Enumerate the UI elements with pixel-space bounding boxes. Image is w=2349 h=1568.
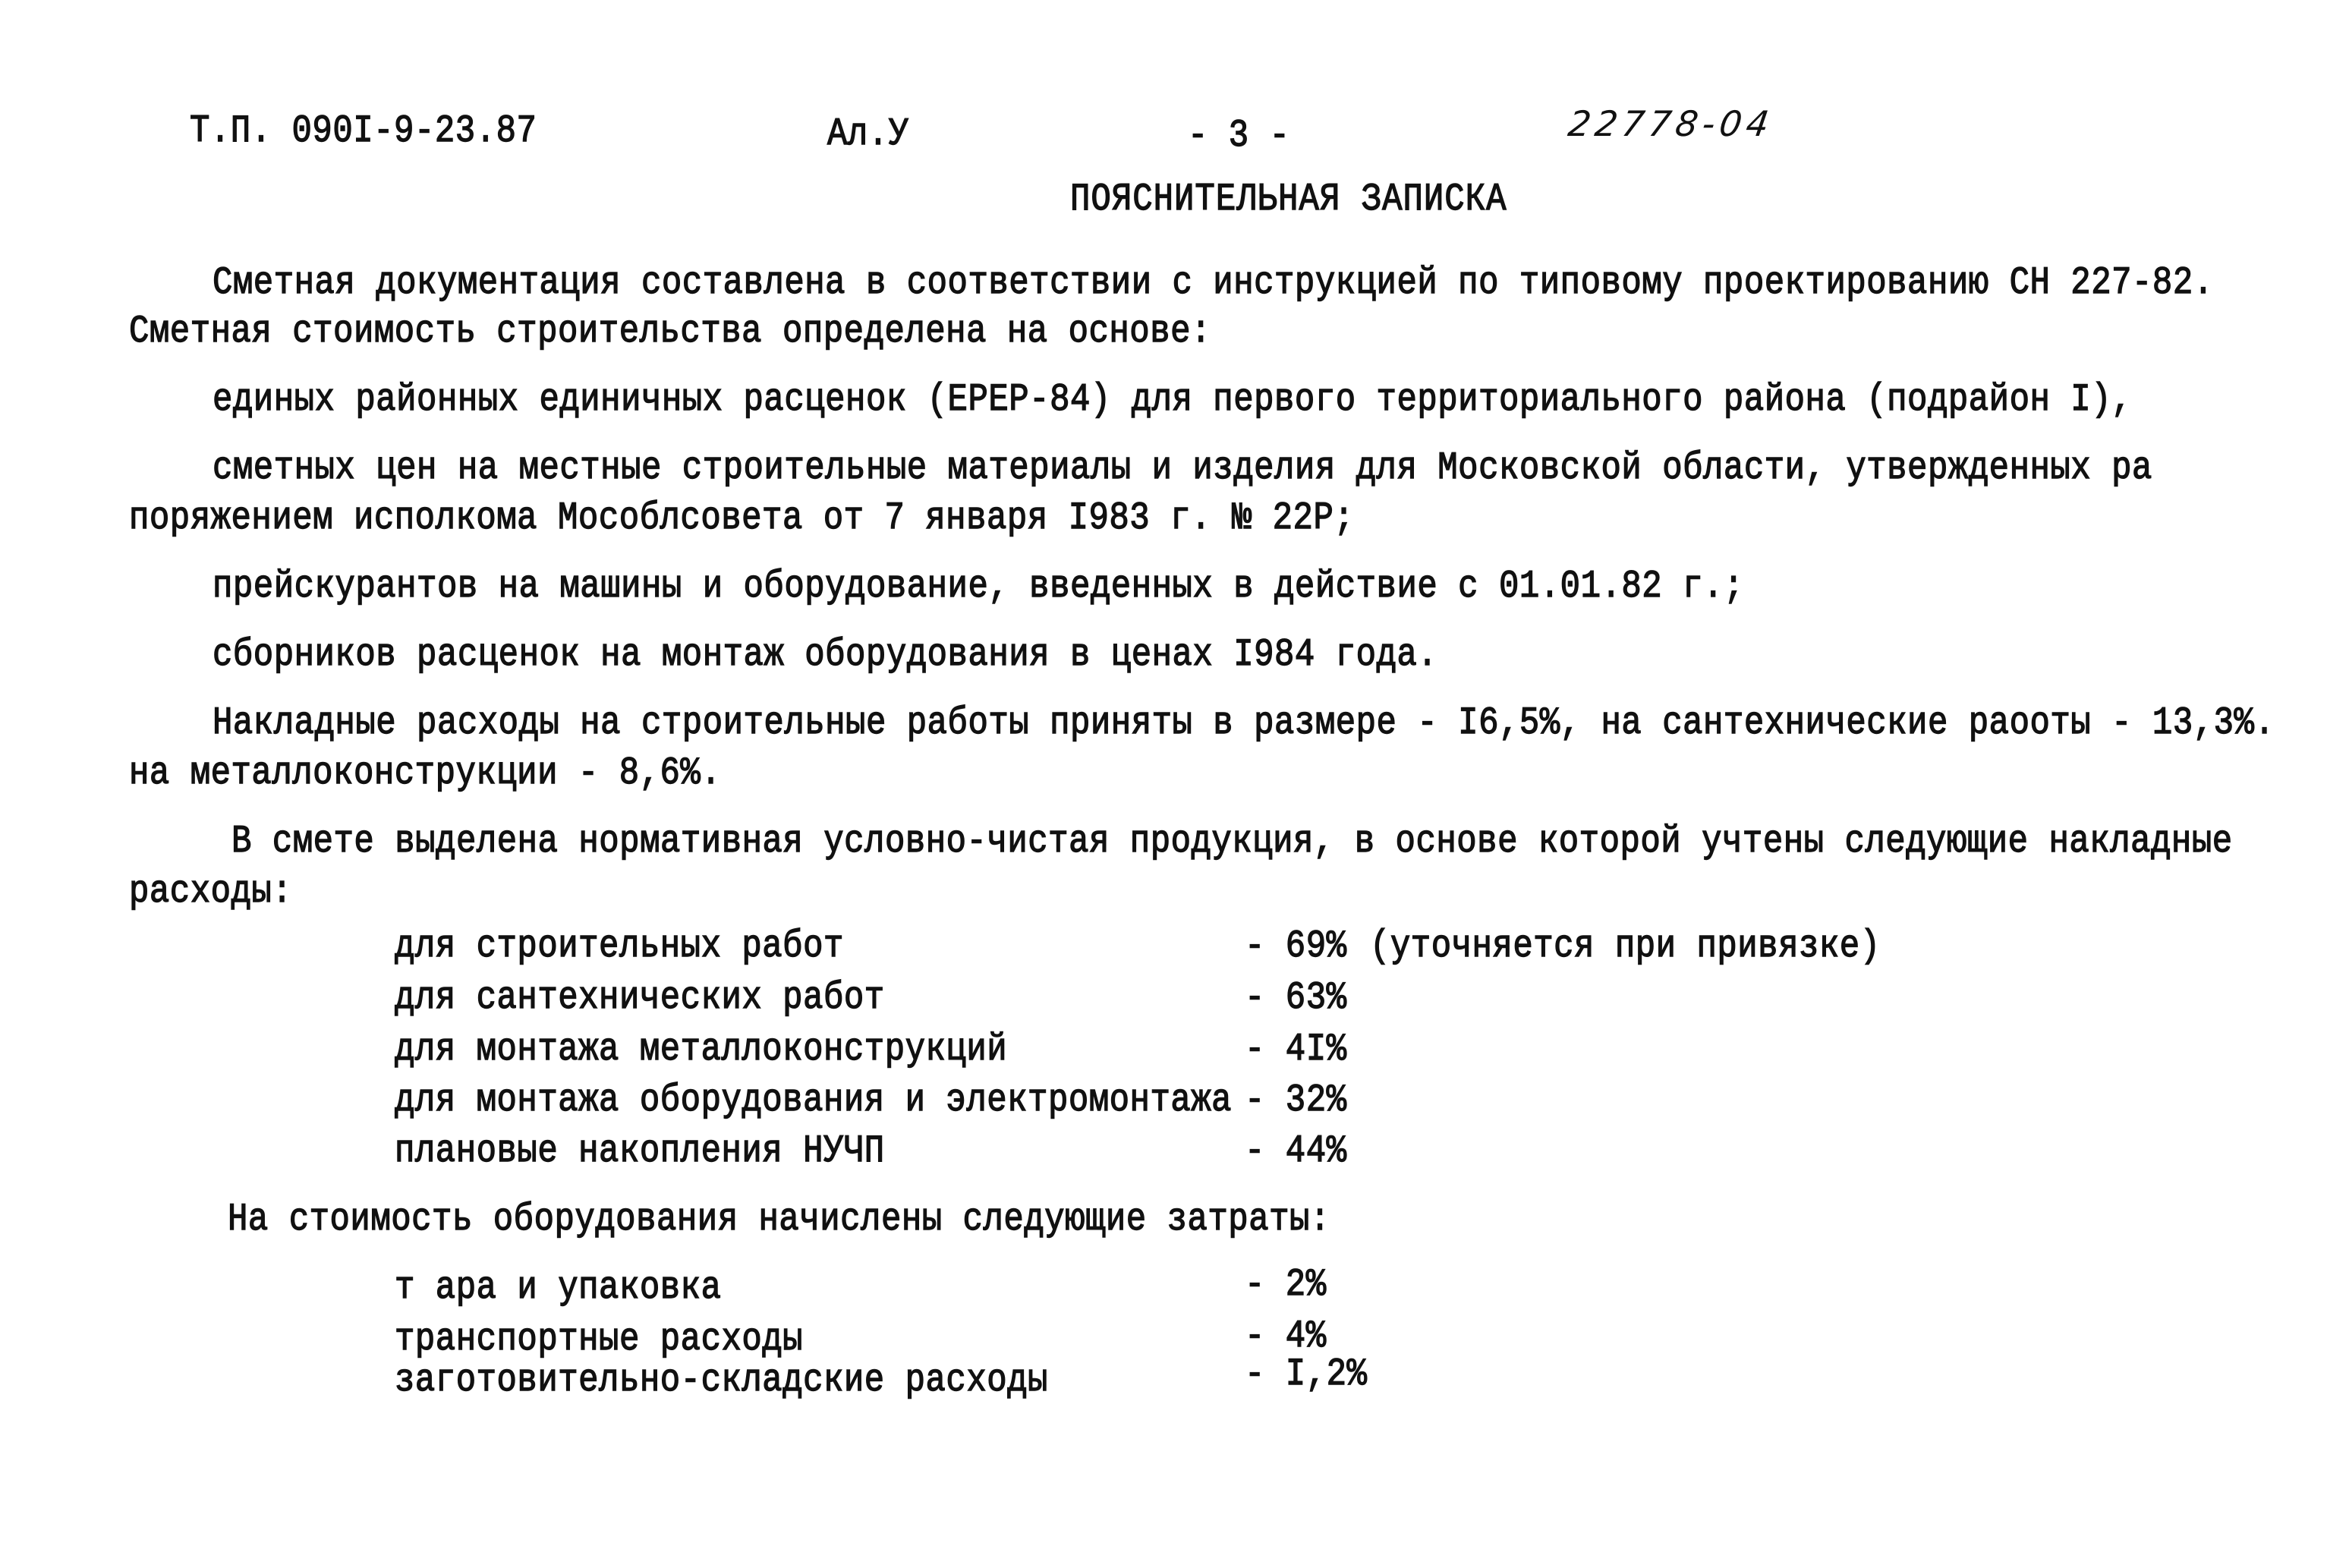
overhead-item-label: плановые накопления НУЧП (395, 1129, 885, 1174)
equipment-item-label: т ара и упаковка (395, 1266, 722, 1311)
overhead-item-label: для строительных работ (395, 924, 844, 969)
equipment-item-value: - I,2% (1245, 1352, 1368, 1397)
equipment-item-label: транспортные расходы (395, 1318, 804, 1362)
overhead-line-2: на металлоконструкции - 8,6%. (129, 751, 722, 796)
album-number: Ал.У (827, 112, 909, 157)
intro-line-2: Сметная стоимость строительства определена на основе: (129, 310, 1211, 354)
equipment-item-label: заготовительно-складские расходы (395, 1359, 1048, 1403)
overhead-item-value: - 69% (1245, 924, 1347, 969)
equipment-intro: На стоимость оборудования начислены следующие затраты: (228, 1198, 1330, 1242)
overhead-item-value: - 4I% (1245, 1028, 1347, 1072)
nuchp-line-1: В смете выделена нормативная условно-чистая продукция, в основе которой учтены следующие накладные (231, 820, 2233, 864)
intro-line-1: Сметная документация составлена в соответствии с инструкцией по типовому проектированию СН 227-82. (213, 261, 2214, 306)
basis-item-3: прейскурантов на машины и оборудование, введенных в действие с 01.01.82 г.; (213, 565, 1744, 609)
document-code: Т.П. 090I-9-23.87 (190, 109, 537, 154)
overhead-item-label: для монтажа оборудования и электромонтажа (395, 1078, 1233, 1123)
basis-item-2-line-1: сметных цен на местные строительные материалы и изделия для Московской области, утвержденных ра (213, 446, 2152, 491)
overhead-item-label: для сантехнических работ (395, 976, 885, 1021)
overhead-item-label: для монтажа металлоконструкций (395, 1028, 1008, 1072)
page-title: ПОЯСНИТЕЛЬНАЯ ЗАПИСКА (1070, 178, 1507, 222)
overhead-item-value: - 44% (1245, 1129, 1347, 1174)
basis-item-2-line-2: поряжением исполкома Мособлсовета от 7 января I983 г. № 22Р; (129, 496, 1355, 541)
nuchp-line-2: расходы: (129, 870, 293, 915)
overhead-line-1: Накладные расходы на строительные работы приняты в размере - I6,5%, на сантехнические раооты - 13,3%. (213, 701, 2275, 746)
overhead-item-value: - 63% (1245, 976, 1347, 1021)
inventory-number: 22778-04 (1565, 103, 1777, 144)
equipment-item-value: - 2% (1245, 1263, 1327, 1308)
overhead-item-note: (уточняется при привязке) (1370, 924, 1881, 969)
overhead-item-value: - 32% (1245, 1078, 1347, 1123)
page-number: - 3 - (1188, 114, 1290, 159)
equipment-item-value: - 4% (1245, 1315, 1327, 1359)
basis-item-1: единых районных единичных расценок (ЕРЕР-84) для первого территориального района (подрайон I), (213, 378, 2133, 423)
basis-item-4: сборников расценок на монтаж оборудования в ценах I984 года. (213, 633, 1438, 678)
